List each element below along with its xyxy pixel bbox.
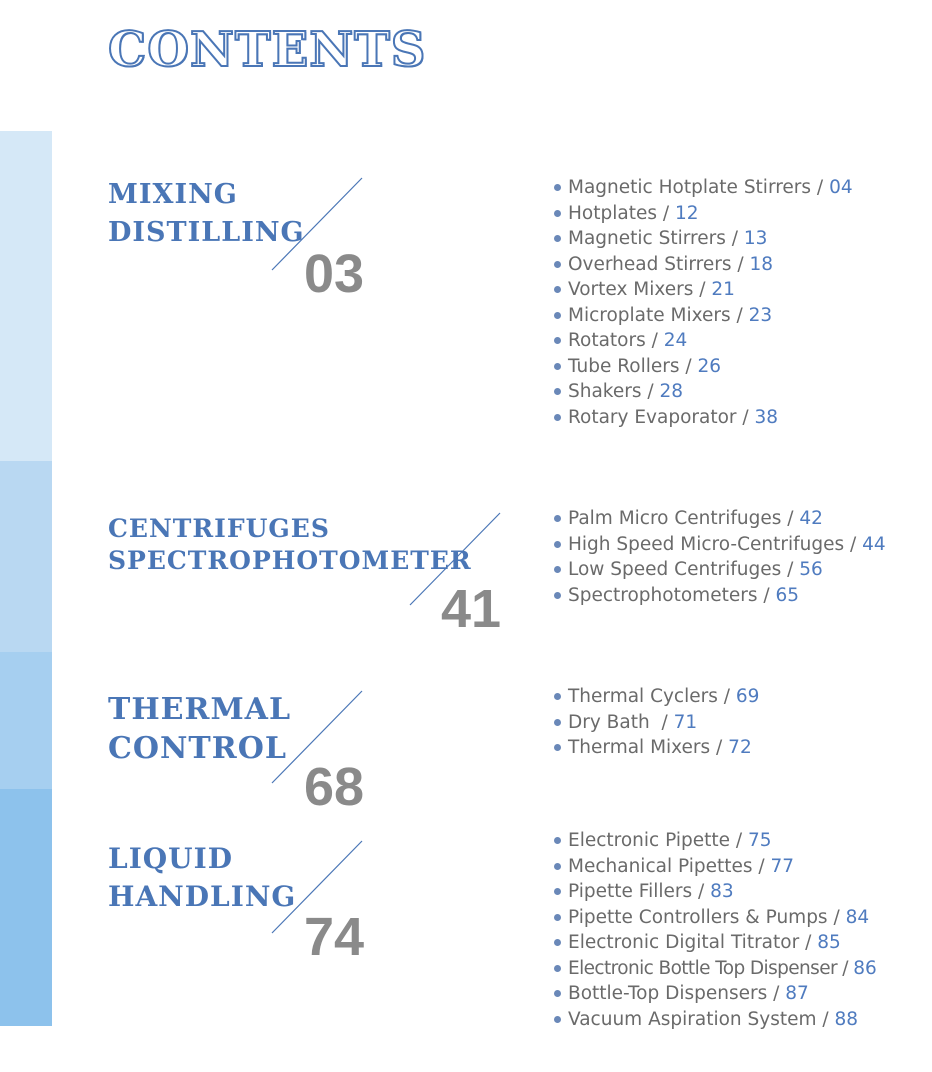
toc-item-label: Mechanical Pipettes / xyxy=(568,855,771,877)
toc-item[interactable] xyxy=(553,379,853,405)
toc-item-label: Low Speed Centrifuges / xyxy=(568,559,800,580)
toc-item[interactable] xyxy=(553,277,853,303)
toc-item[interactable] xyxy=(553,879,877,905)
toc-item-page: 88 xyxy=(834,1008,859,1030)
section-page-number[interactable]: 74 xyxy=(304,907,365,967)
toc-item-label: Pipette Fillers / xyxy=(568,881,711,902)
side-band-mixing xyxy=(0,131,52,461)
toc-item-label: Thermal Cyclers / xyxy=(568,686,736,707)
toc-item-page: 77 xyxy=(770,855,795,877)
bullet-icon xyxy=(554,990,561,997)
toc-item-label: Pipette Controllers & Pumps / xyxy=(568,906,846,928)
toc-item-page: 26 xyxy=(697,355,722,377)
section-items xyxy=(553,175,853,430)
toc-item-label: Microplate Mixers / xyxy=(568,304,749,326)
toc-item[interactable] xyxy=(553,226,853,252)
toc-item-label: High Speed Micro-Centrifuges / xyxy=(568,533,863,555)
bullet-icon xyxy=(554,744,561,751)
section-title-line: MIXING xyxy=(108,179,238,210)
toc-item-page: 85 xyxy=(817,932,841,953)
toc-item[interactable] xyxy=(553,175,853,201)
toc-item-label: Bottle-Top Dispensers / xyxy=(568,983,786,1004)
bullet-icon xyxy=(554,312,561,319)
toc-item-label: Thermal Mixers / xyxy=(568,737,729,758)
toc-item-label: Vacuum Aspiration System / xyxy=(568,1008,835,1030)
toc-item[interactable] xyxy=(553,506,886,532)
toc-item-page: 83 xyxy=(710,881,734,902)
toc-item-page: 72 xyxy=(728,737,752,758)
toc-item-page: 13 xyxy=(743,228,768,249)
section-title xyxy=(108,692,292,766)
section-items xyxy=(553,828,877,1032)
section-title-line: LIQUID xyxy=(108,842,233,875)
bullet-icon xyxy=(554,541,561,548)
toc-item-page: 86 xyxy=(853,957,877,979)
toc-item[interactable] xyxy=(553,735,759,761)
toc-item-label: Hotplates / xyxy=(568,202,675,224)
bullet-icon xyxy=(554,363,561,370)
toc-item-label: Palm Micro Centrifuges / xyxy=(568,508,800,529)
bullet-icon xyxy=(554,210,561,217)
section-items xyxy=(553,684,759,761)
bullet-icon xyxy=(554,939,561,946)
bullet-icon xyxy=(554,863,561,870)
toc-item-page: 04 xyxy=(829,177,853,198)
section-page-number[interactable]: 68 xyxy=(304,757,365,817)
toc-item-page: 65 xyxy=(775,584,799,606)
section-title-line: CENTRIFUGES xyxy=(108,514,330,543)
toc-item[interactable] xyxy=(553,684,759,710)
toc-item-page: 18 xyxy=(749,253,774,275)
toc-item-label: Rotators / xyxy=(568,330,664,351)
toc-item-label: Magnetic Stirrers / xyxy=(568,228,744,249)
toc-item-page: 87 xyxy=(785,983,809,1004)
toc-item[interactable] xyxy=(553,710,759,736)
toc-item[interactable] xyxy=(553,557,886,583)
toc-item[interactable] xyxy=(553,981,877,1007)
toc-item[interactable] xyxy=(553,1007,877,1033)
toc-item[interactable] xyxy=(553,905,877,931)
toc-item-label: Electronic Bottle Top Dispenser / xyxy=(568,957,854,979)
section-page-number[interactable]: 03 xyxy=(304,244,365,304)
bullet-icon xyxy=(554,837,561,844)
bullet-icon xyxy=(554,914,561,921)
toc-item-page: 42 xyxy=(799,508,823,529)
bullet-icon xyxy=(554,719,561,726)
toc-item-page: 69 xyxy=(735,686,760,707)
bullet-icon xyxy=(554,965,561,972)
bullet-icon xyxy=(554,184,561,191)
toc-item-page: 12 xyxy=(674,202,699,224)
toc-item-page: 21 xyxy=(711,279,735,300)
toc-item[interactable] xyxy=(553,328,853,354)
bullet-icon xyxy=(554,592,561,599)
toc-item-label: Electronic Pipette / xyxy=(568,830,748,851)
toc-item[interactable] xyxy=(553,854,877,880)
side-band-liquid xyxy=(0,789,52,1026)
toc-item-page: 44 xyxy=(862,533,886,555)
bullet-icon xyxy=(554,286,561,293)
bullet-icon xyxy=(554,566,561,573)
toc-item-page: 71 xyxy=(673,711,698,733)
section-title-line: DISTILLING xyxy=(108,217,305,248)
toc-item-page: 56 xyxy=(799,559,823,580)
toc-item-label: Electronic Digital Titrator / xyxy=(568,932,818,953)
section-title-line: SPECTROPHOTOMETER xyxy=(108,546,472,575)
toc-item-page: 84 xyxy=(845,906,870,928)
toc-item-label: Shakers / xyxy=(568,381,660,402)
bullet-icon xyxy=(554,888,561,895)
toc-item[interactable] xyxy=(553,532,886,558)
bullet-icon xyxy=(554,693,561,700)
toc-item-page: 24 xyxy=(663,330,688,351)
toc-item-label: Dry Bath / xyxy=(568,711,674,733)
toc-item-label: Overhead Stirrers / xyxy=(568,253,750,275)
toc-item[interactable] xyxy=(553,828,877,854)
toc-item-label: Vortex Mixers / xyxy=(568,279,712,300)
toc-item-page: 23 xyxy=(748,304,773,326)
section-title-line: CONTROL xyxy=(108,731,287,766)
bullet-icon xyxy=(554,337,561,344)
toc-item[interactable] xyxy=(553,956,877,982)
toc-item-page: 28 xyxy=(659,381,684,402)
toc-item[interactable] xyxy=(553,405,853,431)
toc-item[interactable] xyxy=(553,354,853,380)
toc-item-page: 75 xyxy=(747,830,772,851)
section-title-line: HANDLING xyxy=(108,880,297,913)
toc-item-page: 38 xyxy=(754,406,779,428)
bullet-icon xyxy=(554,1016,561,1023)
page-title: CONTENTS xyxy=(108,22,427,78)
bullet-icon xyxy=(554,261,561,268)
toc-item-label: Rotary Evaporator / xyxy=(568,406,755,428)
toc-item[interactable] xyxy=(553,583,886,609)
toc-item-label: Tube Rollers / xyxy=(568,355,698,377)
section-items xyxy=(553,506,886,608)
side-band-thermal xyxy=(0,652,52,789)
bullet-icon xyxy=(554,515,561,522)
section-page-number[interactable]: 41 xyxy=(441,579,502,639)
section-title xyxy=(108,842,297,913)
toc-item[interactable] xyxy=(553,201,853,227)
side-band-centrifuges xyxy=(0,461,52,652)
toc-item-label: Magnetic Hotplate Stirrers / xyxy=(568,177,830,198)
toc-item[interactable] xyxy=(553,303,853,329)
toc-item-label: Spectrophotometers / xyxy=(568,584,776,606)
bullet-icon xyxy=(554,388,561,395)
bullet-icon xyxy=(554,414,561,421)
toc-item[interactable] xyxy=(553,252,853,278)
section-title-line: THERMAL xyxy=(108,692,292,727)
bullet-icon xyxy=(554,235,561,242)
toc-item[interactable] xyxy=(553,930,877,956)
